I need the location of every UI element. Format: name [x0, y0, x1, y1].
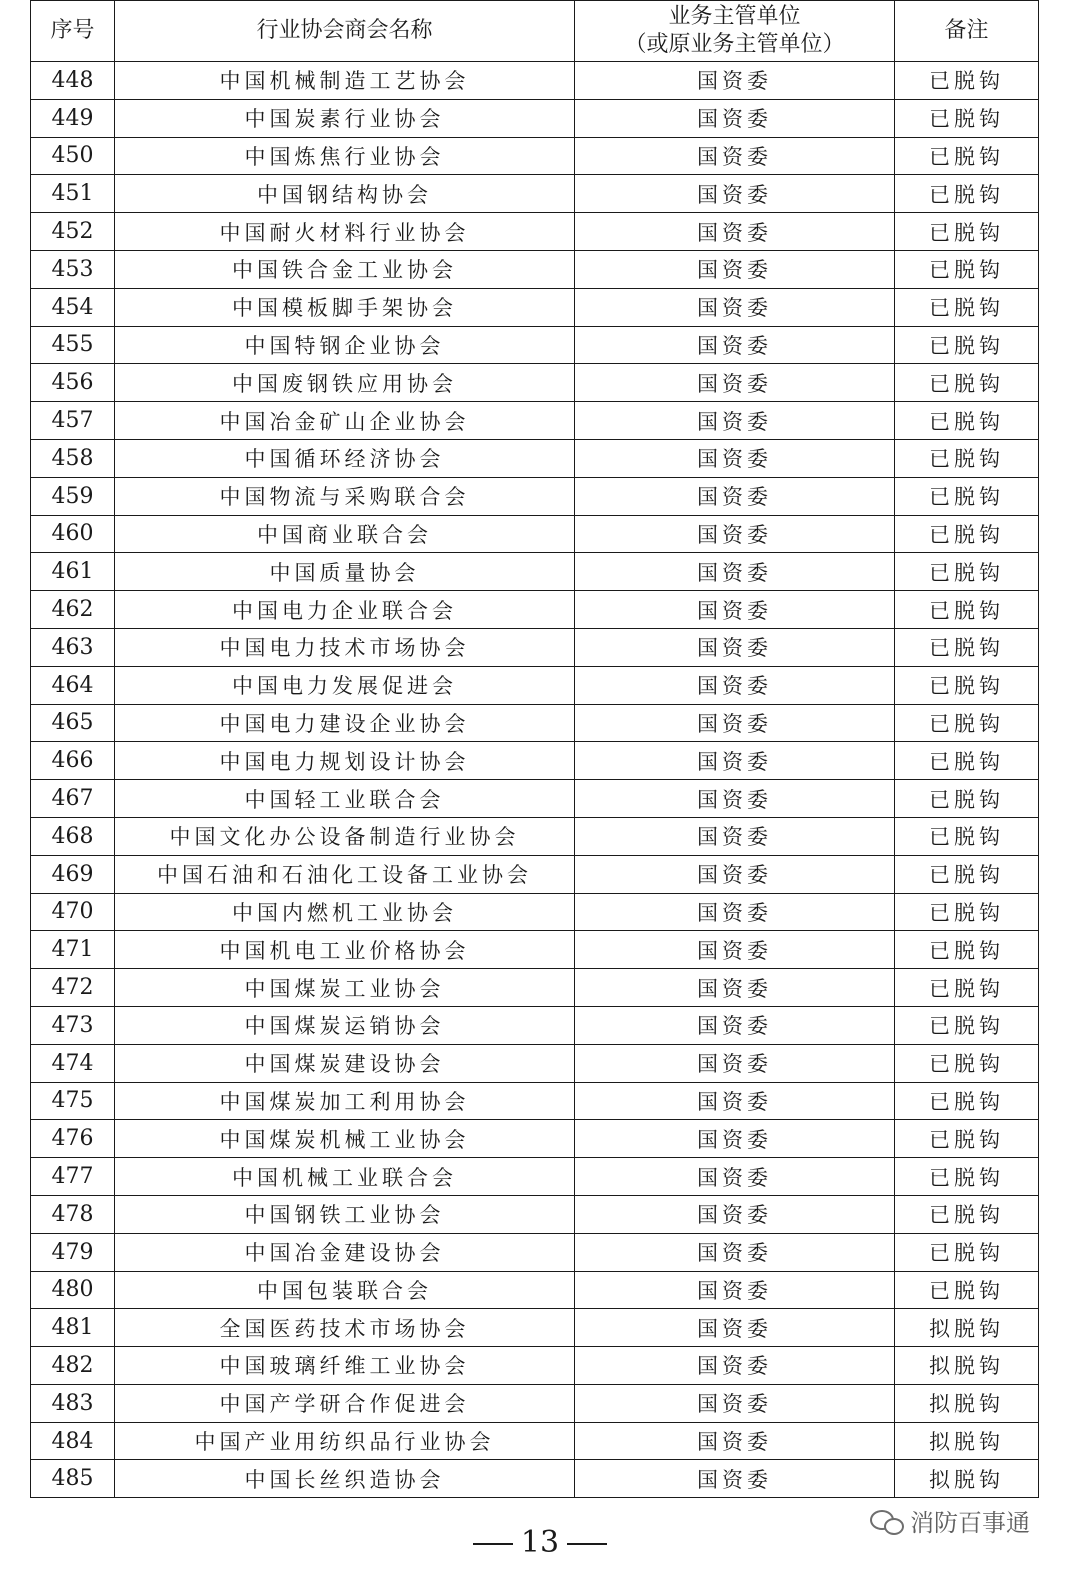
- table-row: [31, 1158, 1039, 1196]
- cell-name: 中国特钢企业协会: [115, 326, 575, 364]
- table-row: [31, 402, 1039, 440]
- cell-seq: 473: [31, 1006, 115, 1044]
- cell-dept: 国资委: [575, 931, 895, 969]
- table-row: [31, 893, 1039, 931]
- cell-note: 已脱钩: [895, 591, 1039, 629]
- cell-dept: 国资委: [575, 1006, 895, 1044]
- cell-dept: 国资委: [575, 99, 895, 137]
- table-row: [31, 1309, 1039, 1347]
- table-row: [31, 175, 1039, 213]
- cell-note: 拟脱钩: [895, 1422, 1039, 1460]
- cell-seq: 474: [31, 1044, 115, 1082]
- cell-seq: 470: [31, 893, 115, 931]
- cell-dept: 国资委: [575, 1233, 895, 1271]
- cell-dept: 国资委: [575, 62, 895, 100]
- table-row: [31, 1347, 1039, 1385]
- cell-name: 中国模板脚手架协会: [115, 288, 575, 326]
- table-row: [31, 817, 1039, 855]
- cell-name: 中国文化办公设备制造行业协会: [115, 817, 575, 855]
- table-row: [31, 704, 1039, 742]
- table-row: [31, 213, 1039, 251]
- cell-name: 中国炭素行业协会: [115, 99, 575, 137]
- cell-seq: 455: [31, 326, 115, 364]
- cell-seq: 449: [31, 99, 115, 137]
- cell-dept: 国资委: [575, 1120, 895, 1158]
- cell-seq: 481: [31, 1309, 115, 1347]
- cell-seq: 448: [31, 62, 115, 100]
- cell-dept: 国资委: [575, 628, 895, 666]
- cell-name: 中国钢结构协会: [115, 175, 575, 213]
- cell-note: 已脱钩: [895, 477, 1039, 515]
- cell-name: 中国商业联合会: [115, 515, 575, 553]
- cell-name: 中国耐火材料行业协会: [115, 213, 575, 251]
- cell-seq: 461: [31, 553, 115, 591]
- cell-dept: 国资委: [575, 1158, 895, 1196]
- cell-note: 已脱钩: [895, 439, 1039, 477]
- cell-seq: 480: [31, 1271, 115, 1309]
- table-row: [31, 742, 1039, 780]
- cell-note: 已脱钩: [895, 1158, 1039, 1196]
- cell-dept: 国资委: [575, 213, 895, 251]
- cell-note: 拟脱钩: [895, 1347, 1039, 1385]
- cell-note: 已脱钩: [895, 780, 1039, 818]
- cell-seq: 452: [31, 213, 115, 251]
- table-row: [31, 515, 1039, 553]
- cell-note: 已脱钩: [895, 1195, 1039, 1233]
- cell-name: 中国煤炭机械工业协会: [115, 1120, 575, 1158]
- cell-seq: 479: [31, 1233, 115, 1271]
- cell-name: 中国石油和石油化工设备工业协会: [115, 855, 575, 893]
- watermark-text: 消防百事通: [910, 1509, 1030, 1537]
- cell-name: 中国废钢铁应用协会: [115, 364, 575, 402]
- cell-dept: 国资委: [575, 402, 895, 440]
- cell-seq: 475: [31, 1082, 115, 1120]
- table-row: [31, 137, 1039, 175]
- table-row: [31, 250, 1039, 288]
- table-row: [31, 969, 1039, 1007]
- cell-dept: 国资委: [575, 1422, 895, 1460]
- cell-dept: 国资委: [575, 742, 895, 780]
- cell-dept: 国资委: [575, 250, 895, 288]
- cell-dept: 国资委: [575, 704, 895, 742]
- cell-note: 已脱钩: [895, 969, 1039, 1007]
- cell-seq: 483: [31, 1384, 115, 1422]
- header-seq: 序号: [31, 1, 115, 62]
- cell-seq: 456: [31, 364, 115, 402]
- cell-dept: 国资委: [575, 553, 895, 591]
- header-dept-line2: （或原业务主管单位）: [624, 32, 845, 57]
- cell-dept: 国资委: [575, 364, 895, 402]
- cell-seq: 472: [31, 969, 115, 1007]
- cell-note: 已脱钩: [895, 1006, 1039, 1044]
- cell-note: 已脱钩: [895, 817, 1039, 855]
- cell-name: 中国机械制造工艺协会: [115, 62, 575, 100]
- cell-dept: 国资委: [575, 1195, 895, 1233]
- table-row: [31, 628, 1039, 666]
- cell-note: 已脱钩: [895, 1233, 1039, 1271]
- cell-seq: 468: [31, 817, 115, 855]
- association-table-container: [30, 0, 1038, 1498]
- cell-dept: 国资委: [575, 439, 895, 477]
- cell-name: 中国循环经济协会: [115, 439, 575, 477]
- cell-note: 已脱钩: [895, 515, 1039, 553]
- cell-seq: 463: [31, 628, 115, 666]
- cell-name: 中国物流与采购联合会: [115, 477, 575, 515]
- cell-dept: 国资委: [575, 137, 895, 175]
- cell-note: 已脱钩: [895, 364, 1039, 402]
- cell-seq: 465: [31, 704, 115, 742]
- cell-name: 中国长丝织造协会: [115, 1460, 575, 1498]
- cell-seq: 458: [31, 439, 115, 477]
- cell-seq: 460: [31, 515, 115, 553]
- table-row: [31, 477, 1039, 515]
- cell-dept: 国资委: [575, 817, 895, 855]
- cell-note: 已脱钩: [895, 137, 1039, 175]
- cell-note: 已脱钩: [895, 553, 1039, 591]
- cell-dept: 国资委: [575, 1044, 895, 1082]
- cell-dept: 国资委: [575, 175, 895, 213]
- cell-seq: 477: [31, 1158, 115, 1196]
- cell-note: 已脱钩: [895, 704, 1039, 742]
- cell-seq: 485: [31, 1460, 115, 1498]
- table-row: [31, 62, 1039, 100]
- cell-dept: 国资委: [575, 591, 895, 629]
- table-row: [31, 364, 1039, 402]
- footer-dash-left: [473, 1543, 513, 1545]
- cell-note: 拟脱钩: [895, 1309, 1039, 1347]
- table-row: [31, 666, 1039, 704]
- cell-name: 中国电力发展促进会: [115, 666, 575, 704]
- cell-name: 中国轻工业联合会: [115, 780, 575, 818]
- cell-note: 已脱钩: [895, 250, 1039, 288]
- cell-seq: 476: [31, 1120, 115, 1158]
- cell-name: 中国电力建设企业协会: [115, 704, 575, 742]
- table-row: [31, 1271, 1039, 1309]
- cell-note: 已脱钩: [895, 175, 1039, 213]
- cell-name: 中国冶金矿山企业协会: [115, 402, 575, 440]
- cell-note: 已脱钩: [895, 742, 1039, 780]
- cell-dept: 国资委: [575, 288, 895, 326]
- cell-dept: 国资委: [575, 780, 895, 818]
- cell-name: 中国电力企业联合会: [115, 591, 575, 629]
- table-row: [31, 1044, 1039, 1082]
- cell-seq: 482: [31, 1347, 115, 1385]
- table-row: [31, 288, 1039, 326]
- table-row: [31, 553, 1039, 591]
- header-dept: [575, 1, 895, 62]
- cell-name: 中国煤炭工业协会: [115, 969, 575, 1007]
- cell-name: 中国煤炭运销协会: [115, 1006, 575, 1044]
- cell-dept: 国资委: [575, 1082, 895, 1120]
- table-row: [31, 1460, 1039, 1498]
- table-row: [31, 1422, 1039, 1460]
- cell-name: 中国质量协会: [115, 553, 575, 591]
- cell-seq: 467: [31, 780, 115, 818]
- cell-name: 中国煤炭建设协会: [115, 1044, 575, 1082]
- table-row: [31, 1384, 1039, 1422]
- table-row: [31, 1195, 1039, 1233]
- table-body: [31, 62, 1039, 1498]
- cell-dept: 国资委: [575, 477, 895, 515]
- cell-seq: 469: [31, 855, 115, 893]
- table-row: [31, 1006, 1039, 1044]
- cell-name: 中国钢铁工业协会: [115, 1195, 575, 1233]
- table-row: [31, 439, 1039, 477]
- cell-seq: 464: [31, 666, 115, 704]
- cell-note: 已脱钩: [895, 1271, 1039, 1309]
- watermark: [870, 1503, 1030, 1538]
- cell-note: 已脱钩: [895, 99, 1039, 137]
- cell-note: 已脱钩: [895, 666, 1039, 704]
- table-row: [31, 1233, 1039, 1271]
- cell-seq: 478: [31, 1195, 115, 1233]
- cell-seq: 471: [31, 931, 115, 969]
- cell-name: 中国产业用纺织品行业协会: [115, 1422, 575, 1460]
- table-row: [31, 591, 1039, 629]
- cell-dept: 国资委: [575, 1347, 895, 1385]
- cell-dept: 国资委: [575, 1460, 895, 1498]
- cell-note: 已脱钩: [895, 288, 1039, 326]
- cell-dept: 国资委: [575, 1309, 895, 1347]
- cell-seq: 462: [31, 591, 115, 629]
- cell-note: 拟脱钩: [895, 1384, 1039, 1422]
- cell-dept: 国资委: [575, 326, 895, 364]
- cell-note: 已脱钩: [895, 1044, 1039, 1082]
- table-row: [31, 780, 1039, 818]
- cell-note: 已脱钩: [895, 213, 1039, 251]
- cell-name: 中国包装联合会: [115, 1271, 575, 1309]
- cell-name: 中国电力规划设计协会: [115, 742, 575, 780]
- cell-note: 已脱钩: [895, 855, 1039, 893]
- cell-note: 已脱钩: [895, 326, 1039, 364]
- table-row: [31, 931, 1039, 969]
- cell-name: 中国冶金建设协会: [115, 1233, 575, 1271]
- cell-name: 中国炼焦行业协会: [115, 137, 575, 175]
- cell-dept: 国资委: [575, 893, 895, 931]
- table-row: [31, 99, 1039, 137]
- cell-note: 已脱钩: [895, 1082, 1039, 1120]
- cell-seq: 453: [31, 250, 115, 288]
- cell-dept: 国资委: [575, 855, 895, 893]
- cell-name: 中国电力技术市场协会: [115, 628, 575, 666]
- cell-note: 拟脱钩: [895, 1460, 1039, 1498]
- page-number: 13: [520, 1525, 560, 1560]
- cell-seq: 454: [31, 288, 115, 326]
- cell-dept: 国资委: [575, 1271, 895, 1309]
- cell-name: 中国铁合金工业协会: [115, 250, 575, 288]
- cell-seq: 451: [31, 175, 115, 213]
- header-note: 备注: [895, 1, 1039, 62]
- cell-note: 已脱钩: [895, 62, 1039, 100]
- cell-seq: 459: [31, 477, 115, 515]
- header-row: [31, 1, 1039, 62]
- cell-dept: 国资委: [575, 1384, 895, 1422]
- table-header: [31, 1, 1039, 62]
- wechat-icon: [870, 1508, 904, 1534]
- table-row: [31, 855, 1039, 893]
- header-name: 行业协会商会名称: [115, 1, 575, 62]
- cell-note: 已脱钩: [895, 402, 1039, 440]
- cell-name: 中国煤炭加工利用协会: [115, 1082, 575, 1120]
- cell-name: 中国产学研合作促进会: [115, 1384, 575, 1422]
- cell-name: 中国机电工业价格协会: [115, 931, 575, 969]
- association-table: [30, 0, 1039, 1498]
- header-dept-line1: 业务主管单位: [668, 4, 801, 29]
- cell-seq: 466: [31, 742, 115, 780]
- cell-seq: 450: [31, 137, 115, 175]
- cell-seq: 484: [31, 1422, 115, 1460]
- cell-note: 已脱钩: [895, 931, 1039, 969]
- table-row: [31, 326, 1039, 364]
- cell-name: 中国玻璃纤维工业协会: [115, 1347, 575, 1385]
- cell-note: 已脱钩: [895, 1120, 1039, 1158]
- cell-dept: 国资委: [575, 969, 895, 1007]
- table-row: [31, 1082, 1039, 1120]
- cell-name: 中国内燃机工业协会: [115, 893, 575, 931]
- cell-dept: 国资委: [575, 666, 895, 704]
- cell-seq: 457: [31, 402, 115, 440]
- cell-note: 已脱钩: [895, 628, 1039, 666]
- cell-dept: 国资委: [575, 515, 895, 553]
- cell-name: 全国医药技术市场协会: [115, 1309, 575, 1347]
- cell-name: 中国机械工业联合会: [115, 1158, 575, 1196]
- table-row: [31, 1120, 1039, 1158]
- footer-dash-right: [567, 1543, 607, 1545]
- cell-note: 已脱钩: [895, 893, 1039, 931]
